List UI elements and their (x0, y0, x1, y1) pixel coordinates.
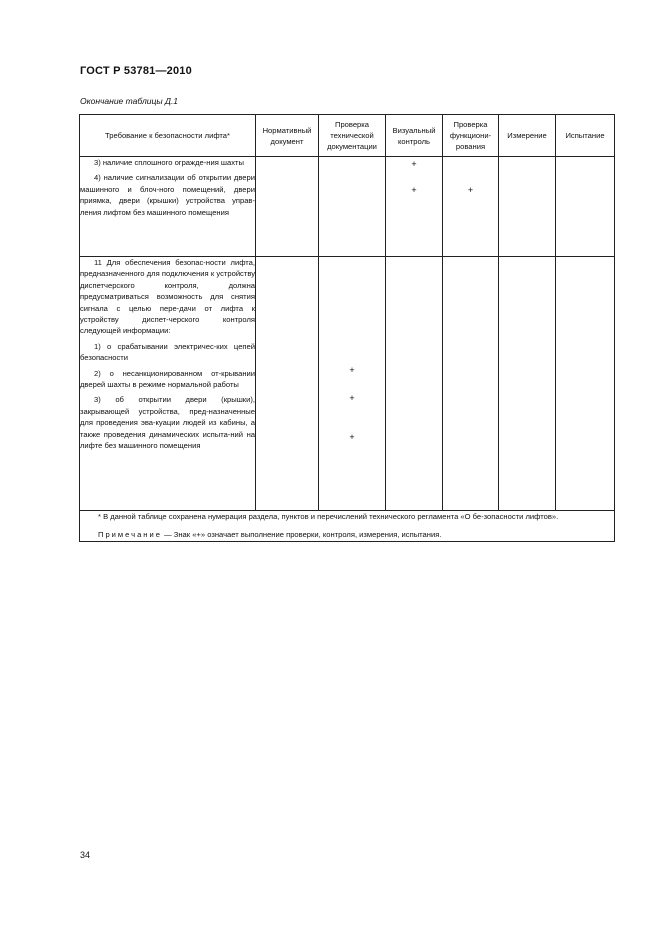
document-header: ГОСТ Р 53781—2010 (80, 65, 192, 77)
plus-mark: + (349, 365, 355, 375)
table-row (80, 257, 615, 511)
requirement-item-3: 3) наличие сплошного огражде-ния шахты (94, 158, 244, 167)
table-footnote-row (80, 511, 615, 542)
plus-mark: + (349, 393, 355, 403)
requirement-item-4: 4) наличие сигнализации об открытии двери машинного и блоч-ного помещений, двери приямка, двери (крышки) устройства управ-ления лифтом без машинного помещения (80, 173, 255, 217)
plus-mark: + (411, 185, 417, 195)
col-header-visual: Визуальный контроль (386, 115, 443, 157)
documentation-cell (319, 157, 386, 257)
plus-mark: + (349, 432, 355, 442)
requirement-subitem-1: 1) о срабатывании электричес-ких цепей безопасности (80, 341, 255, 363)
function-cell (443, 157, 499, 257)
normative-cell (256, 257, 319, 511)
measurement-cell (499, 257, 556, 511)
visual-cell (386, 157, 443, 257)
measurement-cell (499, 157, 556, 257)
requirement-subitem-3: 3) об открытии двери (крышки), закрывающей устройства, пред-назначенные для проведения эва-куации людей из кабины, а также проведения динамических испыта-ний на лифте без машинного помещения (80, 395, 255, 451)
normative-cell (256, 157, 319, 257)
requirement-subitem-2: 2) о несанкционированном от-крывании дверей шахты в режиме нормальной работы (80, 368, 255, 390)
note-text: — Знак «+» означает выполнение проверки, контроля, измерения, испытания. (161, 530, 442, 539)
table-header-row (80, 115, 615, 157)
note (80, 529, 614, 541)
documentation-cell (319, 257, 386, 511)
visual-cell (386, 257, 443, 511)
footnote-cell (80, 511, 615, 542)
col-header-function: Проверка функциони-рования (443, 115, 499, 157)
requirement-cell (80, 157, 256, 257)
footnote-text: * В данной таблице сохранена нумерация раздела, пунктов и перечислений технического регламента «О бе-зопасности лифтов». (98, 512, 559, 521)
requirements-table (79, 114, 615, 542)
requirement-cell (80, 257, 256, 511)
table-row (80, 157, 615, 257)
col-header-test: Испытание (556, 115, 615, 157)
test-cell (556, 257, 615, 511)
col-header-documentation: Проверка технической документации (319, 115, 386, 157)
page-number: 34 (80, 850, 91, 860)
plus-mark: + (411, 159, 417, 169)
col-header-requirement: Требование к безопасности лифта* (80, 115, 256, 157)
test-cell (556, 157, 615, 257)
col-header-measurement: Измерение (499, 115, 556, 157)
col-header-normative: Нормативный документ (256, 115, 319, 157)
note-label: Примечание (98, 530, 162, 539)
table-caption: Окончание таблицы Д.1 (80, 96, 179, 106)
plus-mark: + (467, 185, 474, 195)
function-cell (443, 257, 499, 511)
requirement-item-11: 11 Для обеспечения безопас-ности лифта, предназначенного для подключения к устройству диспетчерского контроля, должна предусматриваться возможность для снятия сигнала с целью пере-дачи от лифта к устройству диспет-черского контроля следующей информации: (80, 258, 255, 336)
